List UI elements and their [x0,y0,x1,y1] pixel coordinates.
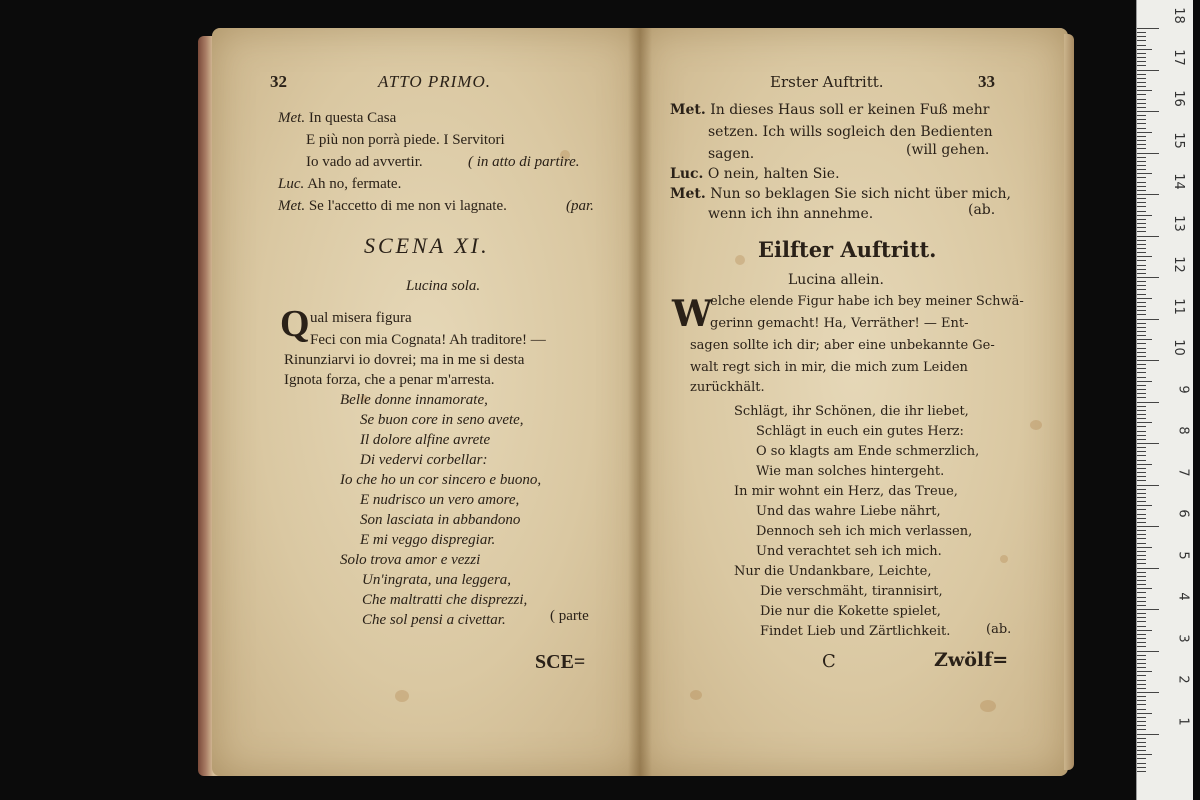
ruler-tick [1137,729,1146,730]
ruler-tick [1137,202,1146,203]
ruler-tick [1137,36,1146,37]
recit-line: Rinunziarvi io dovrei; ma in me si desta [284,352,525,368]
ruler-tick [1137,472,1146,473]
ruler-label: 9 [1175,384,1191,394]
ruler-tick [1137,157,1146,158]
ruler-tick [1137,771,1146,772]
recit-line: sagen sollte ich dir; aber eine unbekannte Ge- [690,338,995,353]
aria-line: Wie man solches hintergeht. [756,464,945,479]
ruler-tick [1137,626,1146,627]
catchword: SCE= [535,651,586,673]
ruler-tick [1137,750,1146,751]
ruler-tick [1137,281,1146,282]
ruler-label: 13 [1171,214,1187,232]
speaker-name: Met. [278,110,306,126]
ruler-tick [1137,692,1159,693]
aria-line: Se buon core in seno avete, [360,412,524,428]
ruler-tick [1137,319,1159,320]
ruler-tick [1137,169,1146,170]
ruler-tick [1137,265,1146,266]
ruler-tick [1137,182,1146,183]
aria-line: Solo trova amor e vezzi [340,552,481,568]
ruler-tick [1137,464,1152,465]
ruler-tick [1137,115,1146,116]
ruler-tick [1137,509,1146,510]
ruler-tick [1137,148,1146,149]
ruler-tick [1137,489,1146,490]
recit-line: Ignota forza, che a penar m'arresta. [284,372,495,388]
ruler-tick [1137,144,1146,145]
stage-direction: (par. [566,198,594,214]
dialogue-text: E più non porrà piede. I Servitori [306,132,505,148]
aria-line: Die nur die Kokette spielet, [760,604,941,619]
ruler-tick [1137,576,1146,577]
ruler-tick [1137,721,1146,722]
drop-cap: Q [280,303,310,345]
ruler-tick [1137,231,1146,232]
ruler-tick [1137,65,1146,66]
scene-subtitle: Lucina allein. [788,272,884,288]
ruler-tick [1137,194,1159,195]
ruler-tick [1137,580,1146,581]
ruler-tick [1137,746,1146,747]
ruler-tick [1137,588,1152,589]
ruler-tick [1137,198,1146,199]
dialogue-text: In dieses Haus soll er keinen Fuß mehr [710,102,990,118]
right-page-number: 33 [978,72,995,91]
ruler-tick [1137,136,1146,137]
foxing-spot [735,255,745,265]
ruler-tick [1137,132,1152,133]
ruler-tick [1137,422,1152,423]
aria-line: O so klagts am Ende schmerzlich, [756,444,980,459]
ruler-tick [1137,223,1146,224]
book-gutter [628,28,652,776]
book-edge-right [1064,34,1074,770]
ruler-tick [1137,161,1146,162]
ruler-tick [1137,543,1146,544]
aria-line: Nur die Undankbare, Leichte, [734,564,932,579]
dialogue-line [306,152,423,172]
ruler-label: 1 [1175,716,1191,726]
ruler-tick [1137,563,1146,564]
ruler-tick [1137,294,1146,295]
ruler-tick [1137,418,1146,419]
stage-direction: (ab. [968,202,996,218]
ruler-tick [1137,314,1146,315]
ruler-tick [1137,236,1159,237]
scene-title: SCENA XI. [364,233,490,258]
ruler-tick [1137,538,1146,539]
ruler-tick [1137,186,1146,187]
ruler-tick [1137,128,1146,129]
ruler-tick [1137,758,1146,759]
recit-line: elche elende Figur habe ich bey meiner Schwä- [710,294,1024,309]
ruler-tick [1137,74,1146,75]
ruler-tick [1137,190,1146,191]
ruler-tick [1137,410,1146,411]
dialogue-text: Ah no, fermate. [307,176,402,192]
ruler-tick [1137,696,1146,697]
speaker-name: Luc. [278,176,305,192]
exit-cue: (ab. [986,622,1012,637]
ruler-tick [1137,534,1146,535]
ruler-tick [1137,173,1152,174]
ruler-tick [1137,568,1159,569]
stage-direction: (will gehen. [906,142,990,158]
ruler-tick [1137,700,1146,701]
ruler-tick [1137,435,1146,436]
ruler-tick [1137,713,1152,714]
ruler-tick [1137,240,1146,241]
speaker-name: Met. [670,102,706,118]
ruler-tick [1137,327,1146,328]
ruler-tick [1137,40,1146,41]
scene-subtitle: Lucina sola. [406,278,481,294]
ruler-label: 2 [1175,675,1191,684]
ruler-tick [1137,646,1146,647]
ruler-tick [1137,256,1152,257]
ruler-tick [1137,153,1159,154]
ruler-tick [1137,323,1146,324]
ruler-tick [1137,306,1146,307]
ruler-tick [1137,248,1146,249]
ruler-tick [1137,530,1146,531]
ruler-tick [1137,476,1146,477]
ruler-tick [1137,742,1146,743]
aria-line: Il dolore alfine avrete [360,432,491,448]
ruler-tick [1137,82,1146,83]
aria-line: Die verschmäht, tirannisirt, [760,584,943,599]
speaker-name: Luc. [670,166,704,182]
ruler-tick [1137,675,1146,676]
foxing-spot [1000,555,1008,563]
right-running-head: Erster Auftritt. [770,73,884,91]
ruler-tick [1137,285,1146,286]
aria-line: In mir wohnt ein Herz, das Treue, [734,484,958,499]
ruler-tick [1137,273,1146,274]
speaker-name: Met. [278,198,306,214]
ruler-tick [1137,609,1159,610]
ruler-tick [1137,244,1146,245]
ruler-tick [1137,725,1146,726]
ruler-tick [1137,688,1146,689]
ruler-tick [1137,119,1146,120]
ruler-tick [1137,717,1146,718]
ruler-tick [1137,497,1146,498]
ruler-tick [1137,468,1146,469]
ruler-tick [1137,559,1146,560]
ruler-tick [1137,90,1152,91]
ruler-tick [1137,206,1146,207]
ruler-label: 4 [1175,592,1191,601]
dialogue-text: setzen. Ich wills sogleich den Bedienten [708,124,993,140]
ruler-tick [1137,630,1152,631]
ruler-label: 8 [1175,426,1191,435]
ruler-tick [1137,61,1146,62]
ruler-tick [1137,671,1152,672]
ruler-label: 5 [1175,550,1191,560]
recit-line: walt regt sich in mir, die mich zum Leiden [690,360,968,375]
ruler-tick [1137,634,1146,635]
ruler-tick [1137,260,1146,261]
ruler-tick [1137,393,1146,394]
ruler-tick [1137,763,1146,764]
dialogue-line [670,184,1011,204]
ruler-tick [1137,426,1146,427]
ruler-tick [1137,331,1146,332]
ruler-tick [1137,28,1159,29]
dialogue-text: wenn ich ihn annehme. [708,206,874,222]
aria-line: Un'ingrata, una leggera, [362,572,512,588]
ruler-tick [1137,659,1146,660]
foxing-spot [1030,420,1042,430]
ruler-tick [1137,601,1146,602]
ruler-tick [1137,86,1146,87]
ruler-label: 14 [1171,173,1187,190]
ruler-tick [1137,638,1146,639]
ruler-tick [1137,663,1146,664]
ruler-tick [1137,767,1146,768]
ruler-tick [1137,439,1146,440]
aria-line: E mi veggo dispregiar. [360,532,496,548]
ruler-tick [1137,123,1146,124]
ruler-label: 6 [1175,509,1191,518]
dialogue-line [670,164,840,184]
ruler-tick [1137,501,1146,502]
ruler-tick [1137,385,1146,386]
ruler-tick [1137,455,1146,456]
dialogue-text: Nun so beklagen Sie sich nicht über mich, [710,186,1011,202]
aria-line: Und das wahre Liebe nährt, [756,504,941,519]
aria-line: Dennoch seh ich mich verlassen, [756,524,973,539]
ruler-tick [1137,704,1146,705]
ruler-tick [1137,339,1152,340]
ruler-tick [1137,592,1146,593]
ruler-tick [1137,460,1146,461]
ruler-tick [1137,613,1146,614]
ruler-tick [1137,70,1159,71]
aria-line: E nudrisco un vero amore, [360,492,520,508]
dialogue-line [278,196,507,216]
ruler-tick [1137,572,1146,573]
aria-line: Io che ho un cor sincero e buono, [340,472,542,488]
ruler-tick [1137,505,1152,506]
left-page-number: 32 [270,72,287,91]
ruler-tick [1137,738,1146,739]
dialogue-text: O nein, halten Sie. [707,166,840,182]
ruler-tick [1137,547,1152,548]
ruler-tick [1137,754,1152,755]
dialogue-line [278,108,396,128]
ruler-tick [1137,447,1146,448]
ruler-label: 15 [1171,131,1187,149]
ruler-tick [1137,269,1146,270]
ruler-tick [1137,352,1146,353]
recit-line: ual misera figura [310,310,412,326]
ruler-tick [1137,734,1159,735]
ruler-tick [1137,32,1146,33]
ruler-label: 7 [1175,467,1191,477]
ruler-tick [1137,642,1146,643]
ruler-tick [1137,372,1146,373]
ruler-tick [1137,709,1146,710]
ruler-tick [1137,356,1146,357]
ruler-tick [1137,655,1146,656]
left-running-head: ATTO PRIMO. [378,72,491,91]
ruler-tick [1137,377,1146,378]
ruler-label: 18 [1171,7,1187,24]
aria-line: Schlägt, ihr Schönen, die ihr liebet, [734,404,969,419]
ruler-tick [1137,480,1146,481]
ruler-tick [1137,605,1146,606]
ruler-tick [1137,451,1146,452]
ruler-tick [1137,103,1146,104]
ruler-label: 12 [1171,256,1187,273]
ruler-tick [1137,397,1146,398]
aria-line: Schlägt in euch ein gutes Herz: [756,424,964,439]
foxing-spot [980,700,996,712]
ruler-tick [1137,227,1146,228]
ruler-label: 11 [1171,297,1187,315]
ruler-tick [1137,49,1152,50]
ruler-tick [1137,684,1146,685]
ruler-tick [1137,99,1146,100]
ruler-tick [1137,551,1146,552]
ruler-tick [1137,78,1146,79]
recit-line: zurückhält. [690,380,765,395]
speaker-name: Met. [670,186,706,202]
ruler-tick [1137,621,1146,622]
ruler-tick [1137,667,1146,668]
dialogue-text: Io vado ad avvertir. [306,154,423,170]
ruler-tick [1137,597,1146,598]
ruler-tick [1137,443,1159,444]
aria-line: Son lasciata in abbandono [360,512,521,528]
ruler-tick [1137,177,1146,178]
ruler-tick [1137,518,1146,519]
foxing-spot [690,690,702,700]
ruler-label: 3 [1175,633,1191,643]
measuring-ruler [1136,0,1193,800]
exit-cue: ( parte [550,608,589,624]
ruler-tick [1137,57,1146,58]
recit-line: gerinn gemacht! Ha, Verräther! — Ent- [710,316,969,331]
ruler-tick [1137,111,1159,112]
ruler-tick [1137,215,1152,216]
ruler-label: 17 [1171,48,1187,66]
ruler-tick [1137,584,1146,585]
catchword: Zwölf= [934,649,1009,671]
ruler-tick [1137,555,1146,556]
ruler-tick [1137,211,1146,212]
ruler-tick [1137,364,1146,365]
ruler-tick [1137,514,1146,515]
dialogue-text: sagen. [708,146,755,162]
ruler-tick [1137,651,1159,652]
ruler-tick [1137,493,1146,494]
ruler-tick [1137,402,1159,403]
ruler-tick [1137,107,1146,108]
ruler-tick [1137,53,1146,54]
ruler-tick [1137,277,1159,278]
ruler-tick [1137,485,1159,486]
ruler-tick [1137,335,1146,336]
scene-title: Eilfter Auftritt. [758,237,937,262]
ruler-tick [1137,431,1146,432]
aria-line: Und verachtet seh ich mich. [756,544,942,559]
ruler-tick [1137,219,1146,220]
stage-direction: ( in atto di partire. [468,154,580,170]
dialogue-line [670,100,990,120]
ruler-tick [1137,94,1146,95]
recit-line: Feci con mia Cognata! Ah traditore! — [310,332,546,348]
ruler-tick [1137,140,1146,141]
ruler-tick [1137,368,1146,369]
aria-line: Findet Lieb und Zärtlichkeit. [760,624,951,639]
ruler-tick [1137,526,1159,527]
ruler-label: 16 [1171,90,1187,107]
dialogue-line [278,174,401,194]
drop-cap: W [672,293,713,335]
ruler-tick [1137,302,1146,303]
ruler-tick [1137,617,1146,618]
dialogue-text: In questa Casa [308,110,397,126]
ruler-tick [1137,414,1146,415]
aria-line: Di vedervi corbellar: [360,452,488,468]
signature-mark: C [822,651,836,672]
foxing-spot [395,690,409,702]
ruler-tick [1137,165,1146,166]
ruler-tick [1137,360,1159,361]
ruler-tick [1137,310,1146,311]
aria-line: Che sol pensi a civettar. [362,612,506,628]
ruler-tick [1137,252,1146,253]
aria-line: Belle donne innamorate, [340,392,488,408]
ruler-tick [1137,522,1146,523]
ruler-tick [1137,381,1152,382]
ruler-label: 10 [1171,339,1187,356]
ruler-tick [1137,343,1146,344]
dialogue-text: Se l'accetto di me non vi lagnate. [308,198,507,214]
ruler-tick [1137,389,1146,390]
ruler-tick [1137,680,1146,681]
aria-line: Che maltratti che disprezzi, [362,592,528,608]
ruler-tick [1137,348,1146,349]
ruler-tick [1137,406,1146,407]
ruler-tick [1137,289,1146,290]
ruler-tick [1137,45,1146,46]
ruler-tick [1137,298,1152,299]
